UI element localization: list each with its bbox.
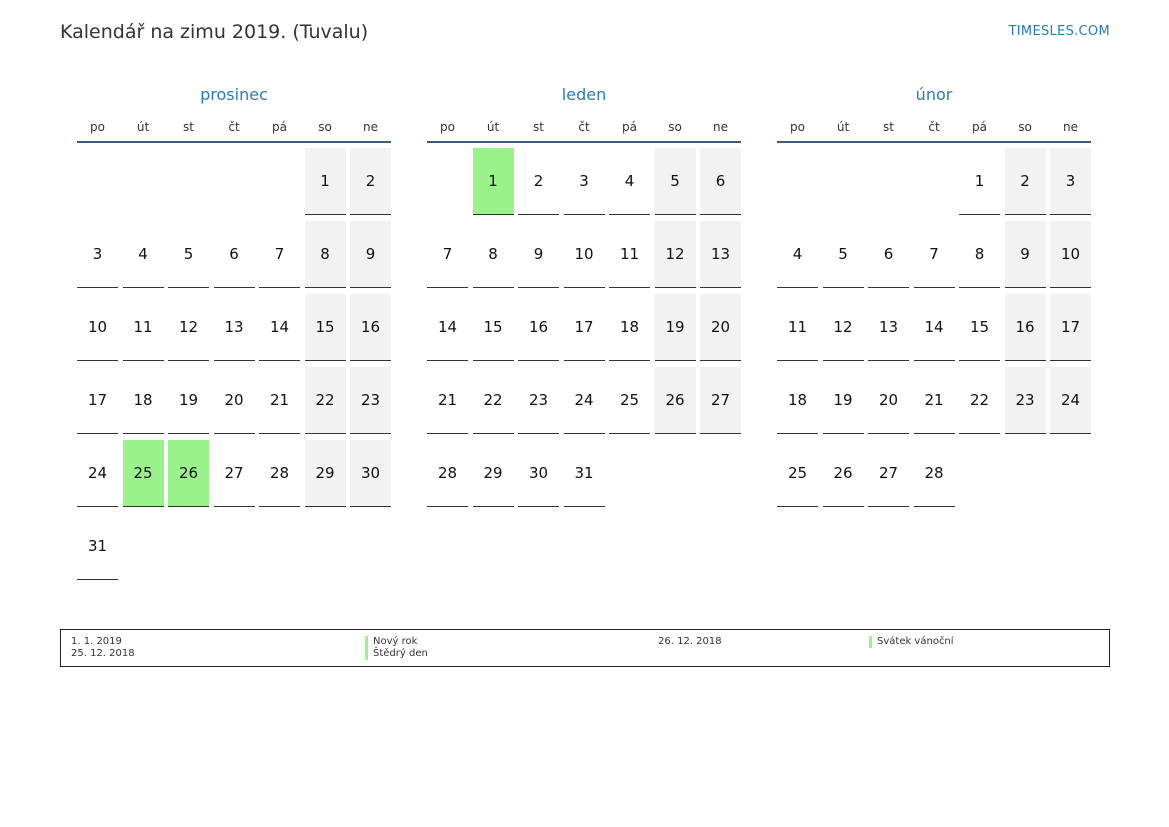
weekday-label: pá	[272, 120, 287, 134]
weekday-label: po	[790, 120, 805, 134]
day-cell: 30	[518, 440, 559, 507]
day-cell: 22	[305, 367, 346, 434]
day-cell: 2	[518, 148, 559, 215]
day-cell: 9	[518, 221, 559, 288]
weekday-label: st	[183, 120, 194, 134]
day-cell: 13	[700, 221, 741, 288]
day-cell: 13	[214, 294, 255, 361]
holiday-legend	[60, 629, 1110, 667]
day-cell: 31	[77, 513, 118, 580]
day-cell: 6	[700, 148, 741, 215]
day-cell: 29	[305, 440, 346, 507]
day-cell: 12	[823, 294, 864, 361]
weekday-label: po	[440, 120, 455, 134]
day-cell: 16	[350, 294, 391, 361]
day-cell: 15	[959, 294, 1000, 361]
day-cell: 2	[1005, 148, 1046, 215]
month-name: leden	[561, 85, 607, 104]
day-cell: 11	[609, 221, 650, 288]
day-cell: 5	[655, 148, 696, 215]
day-cell: 12	[655, 221, 696, 288]
day-cell: 27	[214, 440, 255, 507]
day-cell: 28	[914, 440, 955, 507]
day-cell: 20	[214, 367, 255, 434]
day-cell: 7	[259, 221, 300, 288]
weekday-header	[777, 119, 1091, 143]
day-cell: 14	[914, 294, 955, 361]
weekday-label: ne	[363, 120, 378, 134]
weekday-label: ne	[1063, 120, 1078, 134]
day-cell: 17	[1050, 294, 1091, 361]
day-cell: 25	[777, 440, 818, 507]
day-cell: 7	[427, 221, 468, 288]
day-cell: 3	[564, 148, 605, 215]
day-cell: 9	[1005, 221, 1046, 288]
day-cell: 30	[350, 440, 391, 507]
day-cell: 19	[823, 367, 864, 434]
weekday-label: út	[836, 120, 850, 134]
day-cell: 1	[473, 148, 514, 215]
day-cell: 26	[823, 440, 864, 507]
weekday-label: čt	[578, 120, 590, 134]
day-cell: 8	[305, 221, 346, 288]
day-cell: 2	[350, 148, 391, 215]
day-cell: 3	[1050, 148, 1091, 215]
weekday-label: so	[318, 120, 332, 134]
day-cell: 10	[1050, 221, 1091, 288]
day-cell: 8	[959, 221, 1000, 288]
day-cell: 15	[305, 294, 346, 361]
day-cell: 10	[77, 294, 118, 361]
legend-holiday-name: Štědrý den	[365, 648, 428, 660]
page-title: Kalendář na zimu 2019. (Tuvalu)	[60, 21, 369, 43]
legend-date: 25. 12. 2018	[71, 648, 135, 659]
day-cell: 21	[914, 367, 955, 434]
month-february	[777, 85, 1091, 482]
day-cell: 18	[609, 294, 650, 361]
day-cell: 27	[700, 367, 741, 434]
weekday-label: so	[668, 120, 682, 134]
day-cell: 21	[259, 367, 300, 434]
day-cell: 20	[700, 294, 741, 361]
weekday-header	[77, 119, 391, 143]
weekday-label: so	[1018, 120, 1032, 134]
day-cell: 18	[777, 367, 818, 434]
day-cell: 12	[168, 294, 209, 361]
day-cell: 22	[959, 367, 1000, 434]
day-cell: 23	[518, 367, 559, 434]
day-cell: 19	[168, 367, 209, 434]
day-cell: 15	[473, 294, 514, 361]
day-cell: 6	[868, 221, 909, 288]
weekday-label: po	[90, 120, 105, 134]
day-cell: 17	[77, 367, 118, 434]
month-january	[427, 85, 741, 482]
day-cell: 5	[823, 221, 864, 288]
day-cell: 5	[168, 221, 209, 288]
day-cell: 1	[305, 148, 346, 215]
weekday-label: st	[533, 120, 544, 134]
weekday-label: ne	[713, 120, 728, 134]
day-cell: 7	[914, 221, 955, 288]
site-link[interactable]: TIMESLES.COM	[1008, 24, 1110, 39]
day-cell: 31	[564, 440, 605, 507]
day-cell: 13	[868, 294, 909, 361]
day-cell: 25	[123, 440, 164, 507]
day-cell: 22	[473, 367, 514, 434]
day-cell: 19	[655, 294, 696, 361]
day-cell: 21	[427, 367, 468, 434]
weekday-label: čt	[228, 120, 240, 134]
weekday-header	[427, 119, 741, 143]
day-cell: 24	[1050, 367, 1091, 434]
weekday-label: pá	[622, 120, 637, 134]
month-name: únor	[915, 85, 953, 104]
day-cell: 27	[868, 440, 909, 507]
day-cell: 6	[214, 221, 255, 288]
day-cell: 4	[123, 221, 164, 288]
day-cell: 4	[777, 221, 818, 288]
day-cell: 16	[518, 294, 559, 361]
day-cell: 23	[1005, 367, 1046, 434]
weekday-label: pá	[972, 120, 987, 134]
month-name: prosinec	[200, 85, 268, 104]
weekday-label: út	[486, 120, 500, 134]
day-cell: 18	[123, 367, 164, 434]
legend-holiday-name: Nový rok	[365, 636, 417, 648]
day-cell: 11	[777, 294, 818, 361]
day-cell: 28	[427, 440, 468, 507]
day-cell: 9	[350, 221, 391, 288]
day-cell: 10	[564, 221, 605, 288]
day-cell: 25	[609, 367, 650, 434]
weekday-label: čt	[928, 120, 940, 134]
day-cell: 20	[868, 367, 909, 434]
day-cell: 8	[473, 221, 514, 288]
weekday-label: st	[883, 120, 894, 134]
day-cell: 26	[655, 367, 696, 434]
day-cell: 28	[259, 440, 300, 507]
day-cell: 4	[609, 148, 650, 215]
legend-date: 26. 12. 2018	[658, 636, 722, 647]
month-december	[77, 85, 391, 555]
day-cell: 29	[473, 440, 514, 507]
day-cell: 1	[959, 148, 1000, 215]
legend-date: 1. 1. 2019	[71, 636, 122, 647]
day-cell: 14	[259, 294, 300, 361]
day-cell: 16	[1005, 294, 1046, 361]
day-cell: 24	[77, 440, 118, 507]
day-cell: 24	[564, 367, 605, 434]
weekday-label: út	[136, 120, 150, 134]
day-cell: 26	[168, 440, 209, 507]
legend-holiday-name: Svátek vánoční	[869, 636, 954, 648]
day-cell: 17	[564, 294, 605, 361]
day-cell: 3	[77, 221, 118, 288]
day-cell: 23	[350, 367, 391, 434]
day-cell: 14	[427, 294, 468, 361]
day-cell: 11	[123, 294, 164, 361]
